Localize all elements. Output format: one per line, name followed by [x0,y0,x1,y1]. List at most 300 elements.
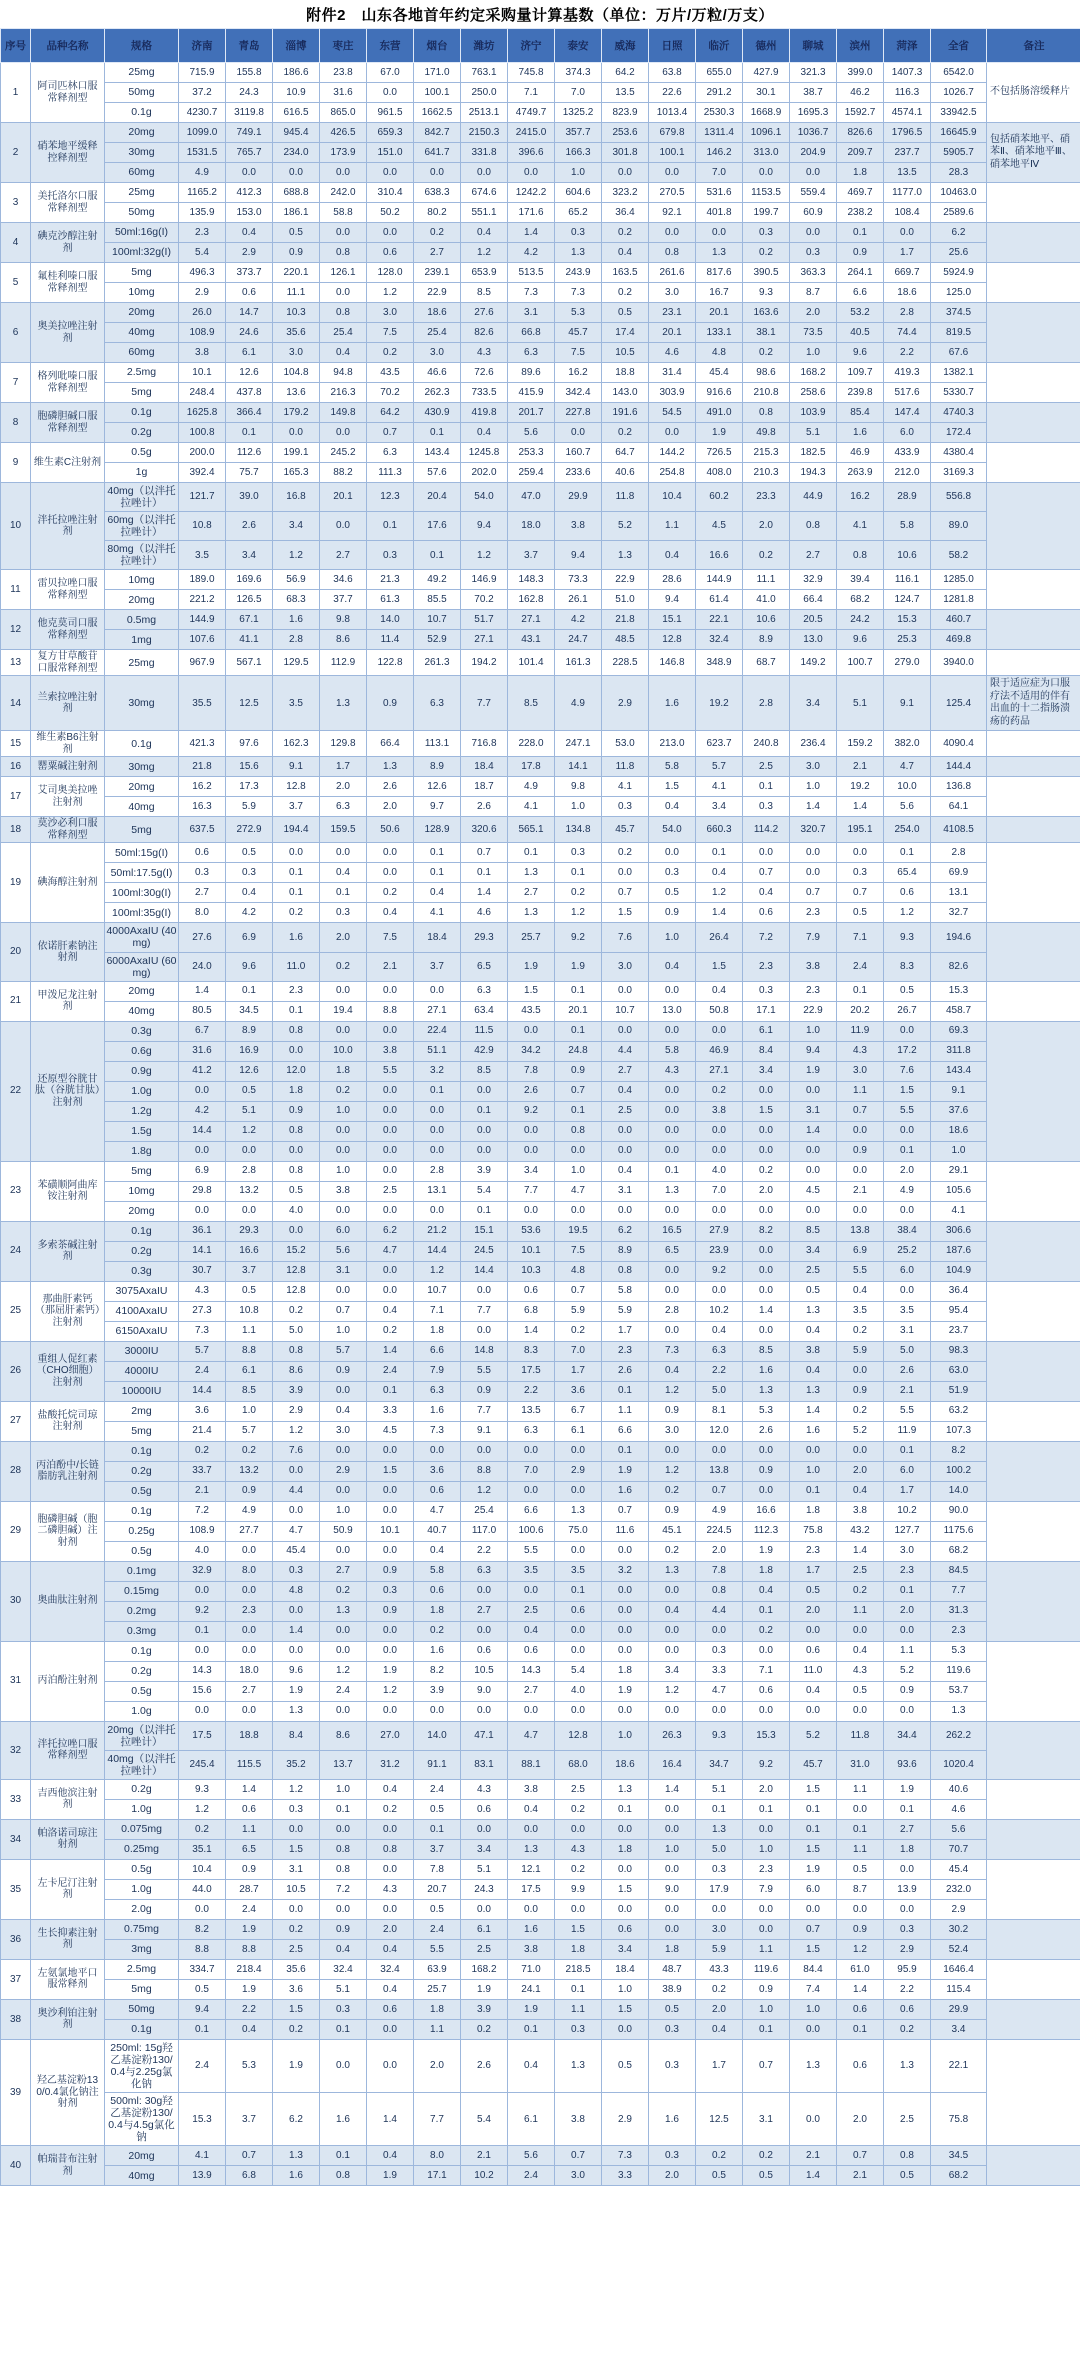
city-value-cell: 0.4 [602,243,649,263]
city-value-cell: 0.2 [273,2019,320,2039]
city-value-cell: 0.0 [884,1859,931,1879]
city-value-cell: 0.1 [461,863,508,883]
city-value-cell: 101.4 [508,650,555,676]
city-value-cell: 151.0 [367,143,414,163]
province-total-cell: 232.0 [931,1879,987,1899]
city-value-cell: 0.6 [555,1601,602,1621]
city-value-cell: 19.2 [696,676,743,731]
table-row [1,923,1080,952]
city-value-cell: 2.3 [790,1541,837,1561]
city-value-cell: 301.8 [602,143,649,163]
spec-cell: 1.0g [105,1081,179,1101]
city-value-cell: 163.6 [743,303,790,323]
city-value-cell: 17.5 [508,1879,555,1899]
city-value-cell: 0.0 [555,423,602,443]
city-value-cell: 715.9 [179,63,226,83]
city-value-cell: 2.5 [508,1601,555,1621]
city-value-cell: 45.4 [273,1541,320,1561]
city-value-cell: 0.1 [367,512,414,541]
column-header: 枣庄 [320,29,367,63]
city-value-cell: 15.3 [884,610,931,630]
city-value-cell: 0.1 [696,1799,743,1819]
table-row [1,1541,1080,1561]
city-value-cell: 1.1 [602,1401,649,1421]
city-value-cell: 7.9 [414,1361,461,1381]
city-value-cell: 7.5 [555,1241,602,1261]
city-value-cell: 1.9 [602,1681,649,1701]
city-value-cell: 32.4 [367,1959,414,1979]
city-value-cell: 37.7 [320,590,367,610]
city-value-cell: 239.8 [837,383,884,403]
city-value-cell: 20.5 [790,610,837,630]
city-value-cell: 250.0 [461,83,508,103]
city-value-cell: 12.6 [414,777,461,797]
city-value-cell: 6.1 [743,1021,790,1041]
city-value-cell: 1177.0 [884,183,931,203]
city-value-cell: 0.0 [508,1899,555,1919]
city-value-cell: 1.9 [884,1779,931,1799]
city-value-cell: 8.0 [179,903,226,923]
city-value-cell: 10.4 [179,1859,226,1879]
city-value-cell: 5.0 [884,1341,931,1361]
city-value-cell: 7.3 [555,283,602,303]
city-value-cell: 842.7 [414,123,461,143]
city-value-cell: 0.1 [743,777,790,797]
spec-cell: 20mg [105,2146,179,2166]
city-value-cell: 38.1 [743,323,790,343]
city-value-cell: 0.6 [179,843,226,863]
city-value-cell: 0.3 [367,541,414,570]
city-value-cell: 15.3 [179,2093,226,2146]
city-value-cell: 5.9 [602,1301,649,1321]
city-value-cell: 17.6 [414,512,461,541]
city-value-cell: 6.3 [414,1381,461,1401]
city-value-cell: 0.6 [461,1799,508,1819]
city-value-cell: 10.5 [273,1879,320,1899]
city-value-cell: 8.8 [179,1939,226,1959]
city-value-cell: 0.2 [602,843,649,863]
province-total-cell: 311.8 [931,1041,987,1061]
province-total-cell: 262.2 [931,1721,987,1750]
city-value-cell: 10.1 [508,1241,555,1261]
column-header: 日照 [649,29,696,63]
city-value-cell: 4.5 [696,512,743,541]
city-value-cell: 13.2 [226,1461,273,1481]
city-value-cell: 0.5 [602,303,649,323]
city-value-cell: 2.7 [320,1561,367,1581]
city-value-cell: 0.6 [226,283,273,303]
city-value-cell: 0.3 [837,863,884,883]
table-row [1,676,1080,731]
product-name: 苯磺顺阿曲库铵注射剂 [31,1161,105,1221]
city-value-cell: 0.4 [696,2019,743,2039]
city-value-cell: 7.0 [555,83,602,103]
city-value-cell: 224.5 [696,1521,743,1541]
city-value-cell: 1096.1 [743,123,790,143]
city-value-cell: 5.2 [837,1421,884,1441]
city-value-cell: 34.6 [320,570,367,590]
city-value-cell: 0.2 [320,1581,367,1601]
city-value-cell: 20.4 [414,483,461,512]
province-total-cell: 306.6 [931,1221,987,1241]
city-value-cell: 162.8 [508,590,555,610]
product-name: 生长抑素注射剂 [31,1919,105,1959]
note-cell [987,363,1080,403]
city-value-cell: 5.6 [884,797,931,817]
city-value-cell: 9.9 [555,1879,602,1899]
city-value-cell: 2.4 [179,2039,226,2092]
city-value-cell: 14.3 [508,1661,555,1681]
city-value-cell: 6.8 [508,1301,555,1321]
city-value-cell: 0.0 [367,1141,414,1161]
city-value-cell: 3.0 [602,952,649,981]
city-value-cell: 2.8 [414,1161,461,1181]
product-name: 重组人促红素（CHO细胞）注射剂 [31,1341,105,1401]
city-value-cell: 0.2 [837,1321,884,1341]
city-value-cell: 8.5 [790,1221,837,1241]
city-value-cell: 54.0 [649,817,696,843]
city-value-cell: 7.3 [508,283,555,303]
city-value-cell: 0.0 [602,2019,649,2039]
city-value-cell: 9.2 [555,923,602,952]
city-value-cell: 2.9 [320,1461,367,1481]
table-row [1,1201,1080,1221]
city-value-cell: 0.0 [367,1081,414,1101]
city-value-cell: 112.3 [743,1521,790,1541]
city-value-cell: 14.0 [414,1721,461,1750]
city-value-cell: 227.8 [555,403,602,423]
city-value-cell: 0.0 [743,1201,790,1221]
city-value-cell: 1.2 [649,1681,696,1701]
table-row [1,1341,1080,1361]
city-value-cell: 0.9 [837,1381,884,1401]
city-value-cell: 5.4 [179,243,226,263]
city-value-cell: 22.9 [602,570,649,590]
city-value-cell: 1.2 [320,1661,367,1681]
city-value-cell: 9.3 [884,923,931,952]
city-value-cell: 160.7 [555,443,602,463]
city-value-cell: 0.9 [461,1381,508,1401]
city-value-cell: 0.0 [461,1819,508,1839]
spec-cell: 10mg [105,283,179,303]
city-value-cell: 58.8 [320,203,367,223]
table-row [1,1301,1080,1321]
city-value-cell: 551.1 [461,203,508,223]
city-value-cell: 1.3 [790,1381,837,1401]
city-value-cell: 8.2 [414,1661,461,1681]
city-value-cell: 54.5 [649,403,696,423]
city-value-cell: 0.4 [508,2039,555,2092]
city-value-cell: 0.5 [602,2039,649,2092]
row-number: 20 [1,923,31,981]
city-value-cell: 216.3 [320,383,367,403]
city-value-cell: 0.0 [367,223,414,243]
city-value-cell: 10.6 [743,610,790,630]
table-row [1,1939,1080,1959]
city-value-cell: 32.4 [696,630,743,650]
city-value-cell: 17.3 [226,777,273,797]
city-value-cell: 1.6 [837,423,884,443]
city-value-cell: 10.7 [414,610,461,630]
table-row [1,610,1080,630]
city-value-cell: 2.1 [837,2166,884,2186]
province-total-cell: 34.5 [931,2146,987,2166]
city-value-cell: 0.0 [884,1201,931,1221]
city-value-cell: 215.3 [743,443,790,463]
city-value-cell: 10.1 [367,1521,414,1541]
city-value-cell: 24.1 [508,1979,555,1999]
spec-cell: 10mg [105,1181,179,1201]
city-value-cell: 3.8 [508,1939,555,1959]
city-value-cell: 0.2 [555,1321,602,1341]
column-header: 聊城 [790,29,837,63]
spec-cell: 0.5mg [105,610,179,630]
spec-cell: 4000IU [105,1361,179,1381]
city-value-cell: 0.0 [837,843,884,863]
province-total-cell: 69.9 [931,863,987,883]
spec-cell: 40mg [105,323,179,343]
city-value-cell: 75.7 [226,463,273,483]
city-value-cell: 0.0 [226,1701,273,1721]
city-value-cell: 0.4 [320,1939,367,1959]
city-value-cell: 0.1 [743,1601,790,1621]
city-value-cell: 2.9 [273,1401,320,1421]
city-value-cell: 4.3 [367,1879,414,1899]
city-value-cell: 0.0 [461,1899,508,1919]
city-value-cell: 0.0 [555,1541,602,1561]
city-value-cell: 27.7 [226,1521,273,1541]
column-header: 规格 [105,29,179,63]
city-value-cell: 1.7 [696,2039,743,2092]
province-total-cell: 10463.0 [931,183,987,203]
city-value-cell: 3.4 [649,1661,696,1681]
city-value-cell: 0.2 [320,952,367,981]
city-value-cell: 144.9 [696,570,743,590]
city-value-cell: 0.0 [649,223,696,243]
city-value-cell: 4.7 [414,1501,461,1521]
table-row [1,2166,1080,2186]
column-header: 济南 [179,29,226,63]
province-total-cell: 70.7 [931,1839,987,1859]
city-value-cell: 2.2 [226,1999,273,2019]
city-value-cell: 95.9 [884,1959,931,1979]
city-value-cell: 2.0 [696,1999,743,2019]
city-value-cell: 1.0 [320,1779,367,1799]
city-value-cell: 0.0 [884,1121,931,1141]
city-value-cell: 1.0 [555,1161,602,1181]
city-value-cell: 0.0 [367,1481,414,1501]
city-value-cell: 11.0 [790,1661,837,1681]
table-row [1,777,1080,797]
city-value-cell: 1311.4 [696,123,743,143]
city-value-cell: 5.4 [461,2093,508,2146]
table-row [1,1899,1080,1919]
city-value-cell: 2.9 [555,1461,602,1481]
city-value-cell: 4.7 [367,1241,414,1261]
note-cell [987,981,1080,1021]
spec-cell: 0.1g [105,731,179,757]
city-value-cell: 7.7 [414,2093,461,2146]
city-value-cell: 8.3 [508,1341,555,1361]
city-value-cell: 1.5 [602,903,649,923]
city-value-cell: 9.2 [508,1101,555,1121]
city-value-cell: 243.9 [555,263,602,283]
column-header: 东营 [367,29,414,63]
city-value-cell: 0.0 [461,1701,508,1721]
city-value-cell: 32.9 [179,1561,226,1581]
city-value-cell: 0.1 [555,1979,602,1999]
city-value-cell: 1.2 [555,903,602,923]
city-value-cell: 1.2 [414,1261,461,1281]
city-value-cell: 14.4 [414,1241,461,1261]
product-name: 雷贝拉唑口服常释剂型 [31,570,105,610]
city-value-cell: 0.3 [743,223,790,243]
table-row [1,1021,1080,1041]
row-number: 14 [1,676,31,731]
note-cell [987,757,1080,777]
city-value-cell: 2.0 [649,2166,696,2186]
spec-cell: 5mg [105,1421,179,1441]
city-value-cell: 80.2 [414,203,461,223]
product-name: 阿司匹林口服常释剂型 [31,63,105,123]
product-name: 依诺肝素钠注射剂 [31,923,105,981]
city-value-cell: 469.7 [837,183,884,203]
city-value-cell: 0.1 [602,1441,649,1461]
city-value-cell: 1.8 [884,1839,931,1859]
spec-cell: 25mg [105,63,179,83]
city-value-cell: 1.6 [649,2093,696,2146]
city-value-cell: 491.0 [696,403,743,423]
city-value-cell: 0.0 [508,1701,555,1721]
product-name: 丙泊酚中/长链脂肪乳注射剂 [31,1441,105,1501]
city-value-cell: 0.0 [320,1021,367,1041]
note-cell: 限于适应症为口服疗法不适用的伴有出血的十二指肠溃疡的药品 [987,676,1080,731]
city-value-cell: 8.0 [226,1561,273,1581]
province-total-cell: 5330.7 [931,383,987,403]
city-value-cell: 321.3 [790,63,837,83]
city-value-cell: 0.0 [649,1281,696,1301]
city-value-cell: 5.2 [790,1721,837,1750]
city-value-cell: 0.0 [602,1201,649,1221]
city-value-cell: 0.2 [696,1081,743,1101]
city-value-cell: 26.3 [649,1721,696,1750]
city-value-cell: 49.2 [414,570,461,590]
city-value-cell: 5.8 [649,1041,696,1061]
spec-cell: 50mg [105,83,179,103]
city-value-cell: 0.2 [602,223,649,243]
city-value-cell: 0.0 [837,1621,884,1641]
city-value-cell: 0.4 [226,883,273,903]
city-value-cell: 9.0 [649,1879,696,1899]
city-value-cell: 0.9 [837,1919,884,1939]
city-value-cell: 65.4 [884,863,931,883]
city-value-cell: 3.1 [790,1101,837,1121]
city-value-cell: 153.0 [226,203,273,223]
city-value-cell: 0.0 [367,843,414,863]
city-value-cell: 4.8 [273,1581,320,1601]
city-value-cell: 3.8 [837,1501,884,1521]
province-total-cell: 4090.4 [931,731,987,757]
province-total-cell: 63.2 [931,1401,987,1421]
city-value-cell: 0.0 [273,1601,320,1621]
city-value-cell: 1.4 [508,1321,555,1341]
city-value-cell: 44.9 [790,483,837,512]
city-value-cell: 50.6 [367,817,414,843]
row-number: 2 [1,123,31,183]
city-value-cell: 1.5 [743,1101,790,1121]
city-value-cell: 2415.0 [508,123,555,143]
city-value-cell: 6.2 [273,2093,320,2146]
city-value-cell: 0.0 [602,1701,649,1721]
city-value-cell: 0.1 [226,981,273,1001]
city-value-cell: 0.9 [367,1561,414,1581]
purchase-base-table [0,28,1080,2186]
city-value-cell: 221.2 [179,590,226,610]
city-value-cell: 24.3 [226,83,273,103]
city-value-cell: 0.6 [508,1281,555,1301]
city-value-cell: 0.4 [696,1321,743,1341]
city-value-cell: 262.3 [414,383,461,403]
city-value-cell: 8.5 [508,676,555,731]
city-value-cell: 7.3 [649,1341,696,1361]
city-value-cell: 1.6 [414,1401,461,1421]
city-value-cell: 0.1 [508,2019,555,2039]
city-value-cell: 382.0 [884,731,931,757]
page-title: 附件2 山东各地首年约定采购量计算基数（单位：万片/万粒/万支） [306,7,774,24]
table-row [1,303,1080,323]
product-name: 那曲肝素钙（那屈肝素钙）注射剂 [31,1281,105,1341]
spec-cell: 0.3mg [105,1621,179,1641]
city-value-cell: 0.2 [461,2019,508,2039]
spec-cell: 5mg [105,263,179,283]
column-header: 备注 [987,29,1080,63]
city-value-cell: 8.6 [320,1721,367,1750]
city-value-cell: 5.7 [320,1341,367,1361]
city-value-cell: 253.3 [508,443,555,463]
city-value-cell: 16.7 [696,283,743,303]
city-value-cell: 0.0 [367,1161,414,1181]
note-cell [987,2039,1080,2146]
city-value-cell: 0.0 [508,1481,555,1501]
city-value-cell: 0.0 [743,1919,790,1939]
city-value-cell: 14.0 [367,610,414,630]
product-name: 泮托拉唑注射剂 [31,483,105,570]
city-value-cell: 0.1 [555,1101,602,1121]
city-value-cell: 0.5 [649,1999,696,2019]
city-value-cell: 38.4 [884,1221,931,1241]
city-value-cell: 6.0 [884,1261,931,1281]
city-value-cell: 2.1 [884,1381,931,1401]
city-value-cell: 0.9 [884,1681,931,1701]
city-value-cell: 3.7 [414,952,461,981]
spec-cell: 50ml:16g(I) [105,223,179,243]
city-value-cell: 4.3 [837,1041,884,1061]
city-value-cell: 6.3 [696,1341,743,1361]
table-row [1,797,1080,817]
city-value-cell: 2.5 [555,1779,602,1799]
city-value-cell: 7.7 [461,1401,508,1421]
spec-cell: 0.5g [105,1681,179,1701]
city-value-cell: 0.4 [602,1161,649,1181]
row-number: 26 [1,1341,31,1401]
city-value-cell: 13.5 [602,83,649,103]
city-value-cell: 2.4 [508,2166,555,2186]
city-value-cell: 17.5 [508,1361,555,1381]
city-value-cell: 1.9 [461,1979,508,1999]
city-value-cell: 0.0 [273,1641,320,1661]
city-value-cell: 18.0 [508,512,555,541]
city-value-cell: 10.6 [884,541,931,570]
